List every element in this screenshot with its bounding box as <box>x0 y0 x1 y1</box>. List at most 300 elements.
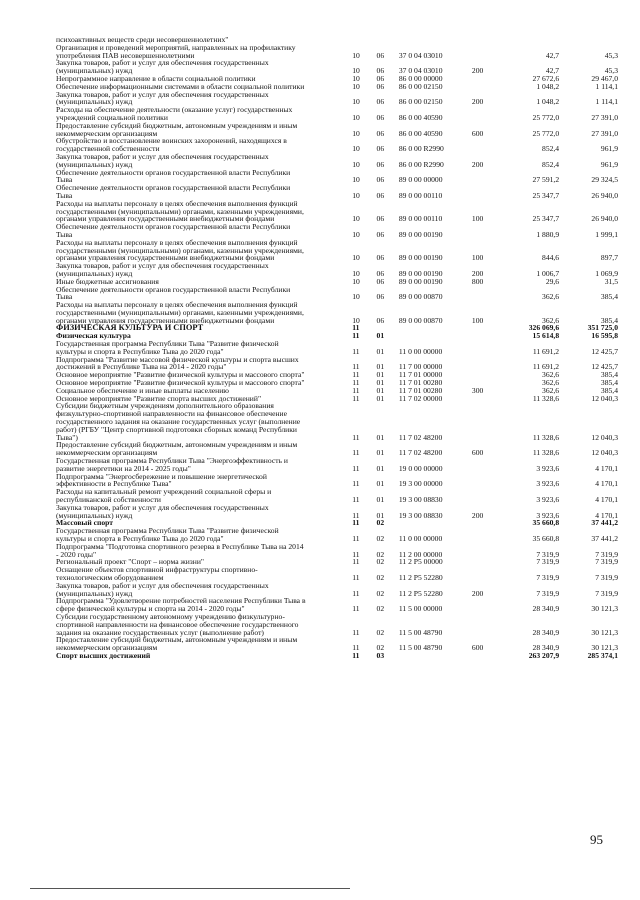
row-amount-year2: 385,4 <box>600 370 618 380</box>
row-expense-type <box>472 223 500 239</box>
row-amount-year1: 1 048,2 <box>536 81 560 91</box>
row-section-code: 10 <box>352 268 360 278</box>
row-amount-year2: 26 940,0 <box>591 214 618 224</box>
row-name: Подпрограмма "Удовлетворение потребностей населения Республики Тыва в сфере физической культуры и спорта на 2014 - 2020 годы" <box>56 596 306 614</box>
row-target-article <box>399 36 472 44</box>
row-amount-year2: 961,9 <box>600 144 618 154</box>
row-expense-type <box>472 613 500 636</box>
row-name: психоактивных веществ среди несовершеннолетних" <box>56 35 229 44</box>
row-expense-type <box>472 652 500 660</box>
row-expense-type <box>472 36 500 44</box>
row-amount-year2: 29 467,0 <box>591 73 618 83</box>
row-section-code: 11 <box>352 393 360 403</box>
row-expense-type <box>472 137 500 153</box>
row-name: Обеспечение деятельности органов государственной власти Республики Тыва <box>56 167 291 185</box>
table-row <box>56 652 618 660</box>
row-amount-year1: 25 347,7 <box>532 190 560 200</box>
row-subsection-code: 01 <box>376 370 385 380</box>
row-target-article: 89 0 00 00190 <box>398 268 443 278</box>
row-expense-type: 200 <box>471 66 484 76</box>
row-amount-year1: 25 347,7 <box>532 214 560 224</box>
row-name: Основное мероприятие "Развитие физической культуры и массового спорта" <box>56 370 305 380</box>
row-target-article: 11 2 00 00000 <box>398 549 443 559</box>
table-row <box>56 153 618 169</box>
row-name: Подпрограмма "Развитие массовой физической культуры и спорта высших достижений в Республике Тыва на 2014 - 2020 годы" <box>56 354 299 372</box>
row-subsection-code: 06 <box>376 97 385 107</box>
row-expense-type: 200 <box>471 159 484 169</box>
row-section-code: 10 <box>352 50 360 60</box>
row-target-article: 11 5 00 00000 <box>398 604 443 614</box>
row-amount-year1: 7 319,9 <box>536 588 560 598</box>
row-name: Предоставление субсидий бюджетным, автономным учреждениям и иным некоммерческим организациям <box>56 635 298 653</box>
row-amount-year1: 27 672,6 <box>532 73 560 83</box>
row-amount-year2: 385,4 <box>600 315 618 325</box>
page-number: 95 <box>590 832 603 847</box>
row-amount-year2: 7 319,9 <box>595 557 618 567</box>
row-subsection-code: 03 <box>376 650 385 660</box>
row-name: Закупка товаров, работ и услуг для обеспечения государственных (муниципальных) нужд <box>56 151 269 169</box>
row-amount-year2: 351 725,0 <box>587 323 618 333</box>
row-amount-year2: 12 040,3 <box>591 432 618 442</box>
row-amount-year1: 1 880,9 <box>536 229 560 239</box>
row-expense-type: 600 <box>471 448 484 458</box>
row-name: Основное мероприятие "Развитие физической культуры и массового спорта" <box>56 378 305 388</box>
row-expense-type <box>472 169 500 185</box>
row-target-article: 89 0 00 00190 <box>398 253 443 263</box>
row-expense-type <box>472 106 500 122</box>
row-subsection-code: 06 <box>376 214 385 224</box>
row-name: Закупка товаров, работ и услуг для обеспечения государственных (муниципальных) нужд <box>56 89 269 107</box>
row-section-code: 11 <box>352 588 360 598</box>
row-amount-year1: 15 614,8 <box>532 331 560 341</box>
row-target-article: 11 7 02 48200 <box>398 432 443 442</box>
row-section-code: 10 <box>352 214 360 224</box>
row-target-article <box>399 324 472 332</box>
row-name: Иные бюджетные ассигнования <box>56 276 159 286</box>
row-amount-year2: 897,7 <box>600 253 618 263</box>
row-section-code: 10 <box>352 144 360 154</box>
row-amount-year1: 29,6 <box>545 276 560 286</box>
row-subsection-code: 02 <box>376 557 385 567</box>
row-amount-year2: 45,3 <box>604 50 618 60</box>
row-amount-year2: 27 391,0 <box>591 128 618 138</box>
table-row <box>56 636 618 652</box>
row-name: Государственная программа Республики Тыва "Энергоэффективность и развитие энергетики на 2014 - 2025 годы" <box>56 456 288 473</box>
row-target-article: 11 0 00 00000 <box>398 534 443 543</box>
row-name: Обеспечение деятельности органов государственной власти Республики Тыва <box>56 183 291 200</box>
row-amount-year1: 11 691,2 <box>532 362 560 372</box>
row-amount-year1: 11 328,6 <box>532 393 560 403</box>
row-expense-type <box>472 566 500 582</box>
table-row <box>56 262 618 278</box>
row-amount-year1: 7 319,9 <box>536 572 560 582</box>
row-subsection-code: 01 <box>376 510 385 520</box>
row-section-code: 10 <box>352 81 360 91</box>
row-amount-year1: 27 591,2 <box>532 175 560 185</box>
row-subsection-code: 06 <box>376 81 385 91</box>
row-amount-year1: 362,6 <box>542 370 560 380</box>
row-expense-type <box>472 286 500 302</box>
row-expense-type <box>472 340 500 356</box>
table-row <box>56 402 618 441</box>
row-section-code: 11 <box>352 557 360 567</box>
row-subsection-code: 06 <box>376 229 385 239</box>
table-row <box>56 473 618 489</box>
row-name: Закупка товаров, работ и услуг для обеспечения государственных (муниципальных) нужд <box>56 502 269 520</box>
row-name: Расходы на выплаты персоналу в целях обеспечения выполнения функций государственными (муниципальными) органами, казенными учреждениями, органами управления государственными внебюджетными фондами <box>56 237 304 263</box>
row-name: ФИЗИЧЕСКАЯ КУЛЬТУРА И СПОРТ <box>56 323 204 333</box>
row-amount-year1: 11 328,6 <box>532 448 560 458</box>
table-row <box>56 613 618 636</box>
row-target-article: 89 0 00 00870 <box>398 315 443 325</box>
row-amount-year2: 29 324,5 <box>591 175 618 185</box>
row-amount-year2: 7 319,9 <box>595 588 618 598</box>
row-subsection-code: 01 <box>376 378 385 388</box>
row-target-article: 19 3 00 08830 <box>398 495 443 505</box>
table-row <box>56 582 618 598</box>
row-subsection-code: 02 <box>376 604 385 614</box>
row-section-code: 11 <box>352 643 360 653</box>
row-name: Государственная программа Республики Тыва "Развитие физической культуры и спорта в Республике Тыва до 2020 года" <box>56 526 279 543</box>
row-amount-year2: 27 391,0 <box>591 112 618 122</box>
row-section-code: 10 <box>352 276 360 286</box>
table-row <box>56 488 618 504</box>
row-subsection-code: 06 <box>376 292 385 302</box>
row-section-code: 10 <box>352 175 360 185</box>
row-amount-year1: 7 319,9 <box>536 557 560 567</box>
row-name: Обустройство и восстановление воинских захоронений, находящихся в государственной собственности <box>56 136 287 154</box>
row-amount-year1: 28 340,9 <box>532 643 560 653</box>
row-section-code: 10 <box>352 128 360 138</box>
row-amount-year2: 16 595,8 <box>591 331 618 341</box>
row-section-code: 10 <box>352 73 360 83</box>
row-expense-type <box>472 371 500 379</box>
row-section-code: 10 <box>352 159 360 169</box>
row-name: Субсидии бюджетным учреждениям дополнительного образования физкультурно-спортивной направленности на финансовое обеспечение государственного задания на оказание государственных услуг (выполнение работ) (РГБУ "Центр спортивной подготовки сборных команд Республики Тыва") <box>56 401 301 442</box>
row-expense-type: 600 <box>471 643 484 653</box>
table-row <box>56 356 618 372</box>
row-subsection-code: 06 <box>376 190 385 200</box>
row-amount-year1: 3 923,6 <box>536 479 560 489</box>
row-section-code: 11 <box>352 510 360 520</box>
row-target-article <box>399 652 472 660</box>
row-amount-year2: 961,9 <box>600 159 618 169</box>
row-subsection-code: 06 <box>376 128 385 138</box>
row-section-code: 10 <box>352 292 360 302</box>
row-amount-year2: 12 040,3 <box>591 448 618 458</box>
row-section-code: 11 <box>352 432 360 442</box>
row-amount-year2: 31,5 <box>604 276 618 286</box>
row-target-article: 89 0 00 00190 <box>398 229 443 239</box>
row-name: Организация и проведений мероприятий, направленных на профилактику употребления ПАВ несовершеннолетними <box>56 42 296 60</box>
table-row <box>56 44 618 60</box>
row-section-code: 11 <box>352 549 360 559</box>
table-row <box>56 527 618 543</box>
row-subsection-code <box>377 36 399 44</box>
row-subsection-code: 06 <box>376 73 385 83</box>
row-amount-year1: 35 660,8 <box>532 518 560 528</box>
row-expense-type: 100 <box>471 253 484 263</box>
row-target-article: 86 0 00 40590 <box>398 128 443 138</box>
row-name: Непрограммное направление в области социальной политики <box>56 73 256 83</box>
row-section-code: 11 <box>352 518 360 528</box>
row-subsection-code: 02 <box>376 534 385 543</box>
footer-rule <box>30 888 350 889</box>
row-expense-type <box>472 558 500 566</box>
row-expense-type: 600 <box>471 128 484 138</box>
row-amount-year1: 11 328,6 <box>532 432 560 442</box>
row-amount-year1: 362,6 <box>542 292 560 302</box>
row-amount-year1: 362,6 <box>542 385 560 395</box>
row-target-article: 89 0 00 00110 <box>398 214 443 224</box>
row-target-article <box>399 519 472 527</box>
row-amount-year2: 7 319,9 <box>595 549 618 559</box>
row-name: Массовый спорт <box>56 518 114 528</box>
row-section-code: 11 <box>352 479 360 489</box>
row-subsection-code: 01 <box>376 393 385 403</box>
table-row <box>56 106 618 122</box>
row-amount-year2: 4 170,1 <box>595 479 618 489</box>
row-expense-type: 100 <box>471 214 484 224</box>
row-amount-year2: 1 114,1 <box>595 81 618 91</box>
row-expense-type <box>472 473 500 489</box>
row-target-article: 11 7 01 00280 <box>398 385 443 395</box>
row-amount-year1: 3 923,6 <box>536 495 560 505</box>
row-subsection-code: 06 <box>376 253 385 263</box>
row-subsection-code: 01 <box>376 448 385 458</box>
row-amount-year2: 7 319,9 <box>595 572 618 582</box>
row-amount-year1: 1 006,7 <box>536 268 560 278</box>
row-expense-type: 200 <box>471 510 484 520</box>
row-section-code: 10 <box>352 97 360 107</box>
row-amount-year2: 285 374,1 <box>587 650 618 660</box>
row-target-article: 86 0 00 00000 <box>398 73 443 83</box>
row-name: Расходы на выплаты персоналу в целях обеспечения выполнения функций государственными (муниципальными) органами, казенными учреждениями, органами управления государственными внебюджетными фондами <box>56 300 304 325</box>
row-target-article: 11 7 00 00000 <box>398 362 443 372</box>
row-section-code: 11 <box>352 572 360 582</box>
row-subsection-code: 06 <box>376 159 385 169</box>
row-section-code: 11 <box>352 323 360 333</box>
row-target-article: 11 7 02 48200 <box>398 448 443 458</box>
row-section-code: 11 <box>352 370 360 380</box>
row-subsection-code: 02 <box>376 643 385 653</box>
row-target-article: 37 0 04 03010 <box>398 66 443 76</box>
row-subsection-code: 06 <box>376 175 385 185</box>
row-subsection-code: 02 <box>376 627 385 637</box>
row-name: Оснащение объектов спортивной инфраструктуры спортивно- технологическим оборудованием <box>56 565 258 582</box>
row-section-code: 11 <box>352 331 360 341</box>
row-name: Субсидии государственному автономному учреждению физкультурно- спортивной направленности на финансовое обеспечение государственного задания на оказание государственных услуг (выполнение работ) <box>56 611 299 637</box>
row-amount-year2: 385,4 <box>600 378 618 388</box>
row-section-code: 11 <box>352 362 360 372</box>
row-expense-type <box>472 527 500 543</box>
row-target-article: 19 3 00 00000 <box>398 479 443 489</box>
row-amount-year2 <box>559 36 618 44</box>
table-row <box>56 441 618 457</box>
row-name: Основное мероприятие "Развитие спорта высших достижений" <box>56 393 262 403</box>
row-amount-year1: 263 207,9 <box>528 650 560 660</box>
row-section-code: 10 <box>352 253 360 263</box>
row-amount-year1: 28 340,9 <box>532 627 560 637</box>
row-subsection-code: 01 <box>376 463 385 473</box>
table-row <box>56 566 618 582</box>
row-subsection-code: 06 <box>376 276 385 286</box>
row-amount-year1: 25 772,0 <box>532 128 560 138</box>
row-expense-type <box>472 184 500 200</box>
row-amount-year2: 26 940,0 <box>591 190 618 200</box>
row-amount-year1: 28 340,9 <box>532 604 560 614</box>
row-subsection-code: 01 <box>376 479 385 489</box>
row-name: Подпрограмма "Подготовка спортивного резерва в Республике Тыва на 2014 - 2020 годы" <box>56 541 304 559</box>
row-amount-year2: 4 170,1 <box>595 495 618 505</box>
table-row <box>56 504 618 520</box>
row-target-article: 11 0 00 00000 <box>398 346 443 356</box>
row-amount-year2: 30 121,3 <box>591 627 618 637</box>
row-target-article: 11 2 P5 52280 <box>398 572 443 582</box>
table-row <box>56 340 618 356</box>
row-name: Закупка товаров, работ и услуг для обеспечения государственных (муниципальных) нужд <box>56 58 269 76</box>
row-target-article: 11 7 01 00000 <box>398 370 443 380</box>
row-subsection-code: 01 <box>376 331 385 341</box>
row-name: Предоставление субсидий бюджетным, автономным учреждениям и иным некоммерческим организациям <box>56 120 298 138</box>
row-section-code: 11 <box>352 346 360 356</box>
row-section-code: 11 <box>352 495 360 505</box>
row-section-code: 10 <box>352 66 360 76</box>
table-row <box>56 137 618 153</box>
row-name: Закупка товаров, работ и услуг для обеспечения государственных (муниципальных) нужд <box>56 261 269 278</box>
table-row <box>56 91 618 107</box>
row-subsection-code: 06 <box>376 268 385 278</box>
row-amount-year1: 852,4 <box>542 144 560 154</box>
row-expense-type <box>472 402 500 441</box>
row-subsection-code: 06 <box>376 66 385 76</box>
row-amount-year1: 42,7 <box>545 66 560 76</box>
row-amount-year1 <box>500 36 559 44</box>
row-section-code: 11 <box>352 627 360 637</box>
row-section-code: 10 <box>352 112 360 122</box>
row-name: Обеспечение информационными системами в области социальной политики <box>56 81 305 91</box>
row-section-code: 11 <box>352 534 360 543</box>
row-target-article: 86 0 00 R2990 <box>398 159 444 169</box>
row-target-article: 11 2 P5 00000 <box>398 557 443 567</box>
table-row <box>56 457 618 473</box>
row-amount-year2: 37 441,2 <box>591 518 618 528</box>
row-section-code: 11 <box>352 604 360 614</box>
row-amount-year1: 326 069,6 <box>528 323 560 333</box>
row-amount-year2: 1 069,9 <box>595 268 618 278</box>
row-expense-type <box>472 83 500 91</box>
row-subsection-code: 02 <box>376 518 385 528</box>
row-expense-type <box>472 597 500 613</box>
row-name: Обеспечение деятельности органов государственной власти Республики Тыва <box>56 222 291 239</box>
row-amount-year2: 4 170,1 <box>595 463 618 473</box>
table-row <box>56 169 618 185</box>
row-name: Расходы на выплаты персоналу в целях обеспечения выполнения функций государственными (муниципальными) органами, казенными учреждениями, органами управления государственными внебюджетными фондами <box>56 198 304 224</box>
row-amount-year1: 362,6 <box>542 378 560 388</box>
row-target-article: 89 0 00 00000 <box>398 175 443 185</box>
row-amount-year2: 12 425,7 <box>591 346 618 356</box>
row-subsection-code: 02 <box>376 572 385 582</box>
row-target-article <box>399 332 472 340</box>
row-section-code: 11 <box>352 385 360 395</box>
table-row <box>56 301 618 324</box>
row-expense-type: 300 <box>471 385 484 395</box>
row-subsection-code: 06 <box>376 144 385 154</box>
row-amount-year1: 844,6 <box>542 253 560 263</box>
row-name: Расходы на капитальный ремонт учреждений социальной сферы и республиканской собственности <box>56 487 272 505</box>
row-expense-type <box>472 324 500 332</box>
row-amount-year1: 25 772,0 <box>532 112 560 122</box>
row-amount-year2: 30 121,3 <box>591 604 618 614</box>
row-expense-type <box>472 332 500 340</box>
row-subsection-code: 06 <box>376 50 385 60</box>
row-expense-type: 200 <box>471 268 484 278</box>
row-name: Физическая культура <box>56 331 131 341</box>
table-row <box>56 286 618 302</box>
row-amount-year2: 37 441,2 <box>591 534 618 543</box>
row-amount-year2: 1 114,1 <box>595 97 618 107</box>
table-row <box>56 543 618 559</box>
row-section-code: 11 <box>352 650 360 660</box>
row-amount-year2: 385,4 <box>600 292 618 302</box>
row-target-article: 11 7 02 00000 <box>398 393 443 403</box>
row-amount-year1: 35 660,8 <box>532 534 560 543</box>
row-name: Спорт высших достижений <box>56 650 151 660</box>
row-amount-year1: 11 691,2 <box>532 346 560 356</box>
row-amount-year2: 30 121,3 <box>591 643 618 653</box>
row-target-article: 11 5 00 48790 <box>398 627 443 637</box>
row-target-article: 19 3 00 08830 <box>398 510 443 520</box>
row-name: Региональный проект "Спорт – норма жизни" <box>56 557 205 567</box>
row-name: Обеспечение деятельности органов государственной власти Республики Тыва <box>56 284 291 302</box>
row-target-article: 89 0 00 00870 <box>398 292 443 302</box>
row-expense-type <box>472 44 500 60</box>
row-section-code: 10 <box>352 190 360 200</box>
budget-table-body <box>56 36 618 660</box>
row-amount-year2: 1 999,1 <box>595 229 618 239</box>
row-target-article: 86 0 00 02150 <box>398 81 443 91</box>
row-subsection-code: 01 <box>376 362 385 372</box>
table-row <box>56 239 618 262</box>
table-row <box>56 200 618 223</box>
row-amount-year1: 3 923,6 <box>536 510 560 520</box>
row-section-code: 11 <box>352 448 360 458</box>
row-name: Социальное обеспечение и иные выплаты населению <box>56 385 229 395</box>
row-name: Расходы на обеспечение деятельности (оказание услуг) государственных учреждений социальной политики <box>56 105 293 122</box>
row-amount-year2: 385,4 <box>600 385 618 395</box>
row-subsection-code: 02 <box>376 588 385 598</box>
row-target-article: 86 0 00 40590 <box>398 112 443 122</box>
row-subsection-code: 01 <box>376 346 385 356</box>
row-expense-type <box>472 519 500 527</box>
row-subsection-code: 01 <box>376 432 385 442</box>
row-target-article: 37 0 04 03010 <box>398 50 443 60</box>
row-name: Предоставление субсидий бюджетным, автономным учреждениям и иным некоммерческим организациям <box>56 440 298 458</box>
row-target-article: 11 7 01 00280 <box>398 378 443 388</box>
table-row <box>56 59 618 75</box>
row-name: Подпрограмма "Энергосбережение и повышение энергетической эффективности в Республике Тыва" <box>56 471 267 489</box>
row-amount-year1: 362,6 <box>542 315 560 325</box>
row-subsection-code: 01 <box>376 495 385 505</box>
row-amount-year2: 12 425,7 <box>591 362 618 372</box>
row-subsection-code: 06 <box>376 315 385 325</box>
row-expense-type <box>472 356 500 372</box>
row-amount-year2: 45,3 <box>604 66 618 76</box>
row-section-code: 11 <box>352 378 360 388</box>
budget-table <box>56 36 618 660</box>
row-expense-type: 100 <box>471 315 484 325</box>
row-section-code: 10 <box>352 229 360 239</box>
